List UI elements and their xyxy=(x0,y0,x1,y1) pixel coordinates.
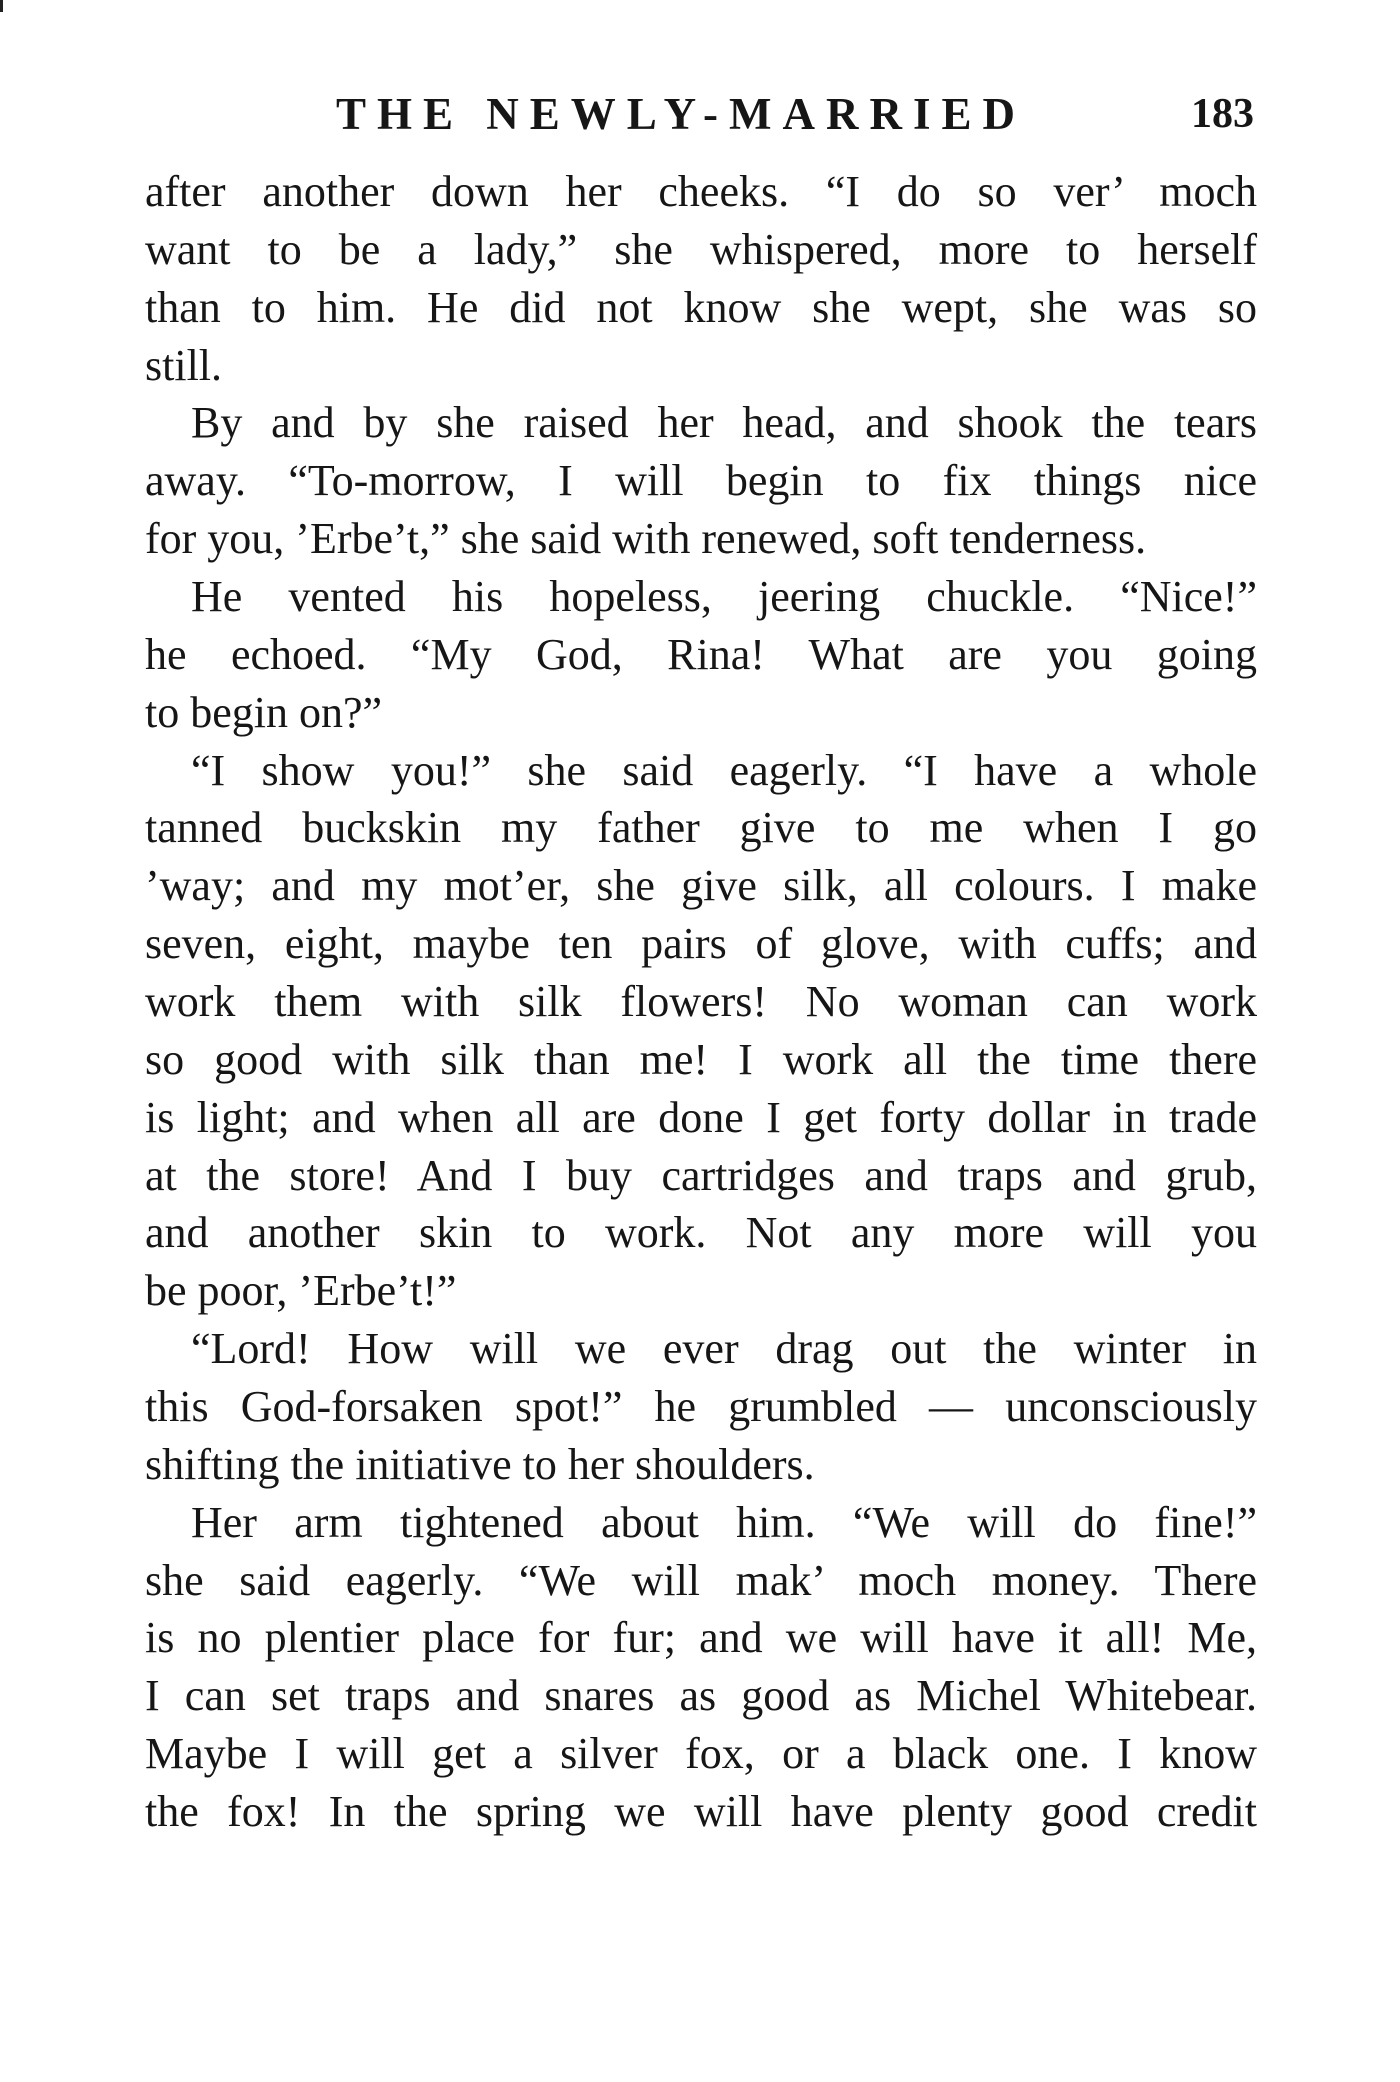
paragraph-end-line: be poor, ’Erbe’t!” xyxy=(145,1266,457,1316)
page-number: 183 xyxy=(1191,91,1254,137)
text-line: Maybe I will get a silver fox, or a black one. I know xyxy=(145,1729,1257,1779)
text-line: so good with silk than me! I work all the time there xyxy=(145,1034,1257,1084)
text-line: she said eagerly. “We will mak’ moch money. There xyxy=(145,1555,1257,1605)
text-line: tanned buckskin my father give to me when I go xyxy=(145,803,1257,853)
paragraph-first-line: He vented his hopeless, jeering chuckle. “Nice!” xyxy=(191,572,1257,622)
text-line: the fox! In the spring we will have plenty good credit xyxy=(145,1787,1257,1837)
paragraph-end-line: shifting the initiative to her shoulders. xyxy=(145,1439,815,1489)
text-line: he echoed. “My God, Rina! What are you going xyxy=(145,629,1257,679)
paragraph-first-line: Her arm tightened about him. “We will do fine!” xyxy=(191,1497,1257,1547)
running-header xyxy=(148,84,1260,144)
text-line: after another down her cheeks. “I do so ver’ moch xyxy=(145,167,1257,216)
text-line: is no plentier place for fur; and we will have it all! Me, xyxy=(145,1613,1257,1663)
paragraph-end-line: for you, ’Erbe’t,” she said with renewed, soft tenderness. xyxy=(145,514,1147,564)
text-line: I can set traps and snares as good as Michel Whitebear. xyxy=(145,1671,1257,1721)
paragraph-first-line: “Lord! How will we ever drag out the winter in xyxy=(191,1324,1257,1374)
paragraph-first-line: By and by she raised her head, and shook the tears xyxy=(191,398,1257,448)
text-line: ’way; and my mot’er, she give silk, all colours. I make xyxy=(145,861,1257,911)
text-line: than to him. He did not know she wept, she was so xyxy=(145,282,1257,332)
running-title: THE NEWLY-MARRIED xyxy=(336,89,1027,139)
scan-edge-mark xyxy=(0,0,3,12)
text-line: and another skin to work. Not any more will you xyxy=(145,1208,1257,1258)
paragraph-end-line: to begin on?” xyxy=(145,687,383,737)
paragraph-first-line: “I show you!” she said eagerly. “I have a whole xyxy=(191,745,1257,795)
text-line: this God-forsaken spot!” he grumbled — unconsciously xyxy=(145,1382,1257,1432)
body-text xyxy=(145,163,1257,1841)
text-line: seven, eight, maybe ten pairs of glove, with cuffs; and xyxy=(145,919,1257,969)
text-line: want to be a lady,” she whispered, more to herself xyxy=(145,224,1257,274)
text-line: away. “To-morrow, I will begin to fix things nice xyxy=(145,456,1257,506)
paragraph-end-line: still. xyxy=(145,340,223,390)
text-line: at the store! And I buy cartridges and traps and grub, xyxy=(145,1150,1257,1200)
text-line: is light; and when all are done I get forty dollar in trade xyxy=(145,1092,1257,1142)
text-line: work them with silk flowers! No woman can work xyxy=(145,977,1257,1027)
